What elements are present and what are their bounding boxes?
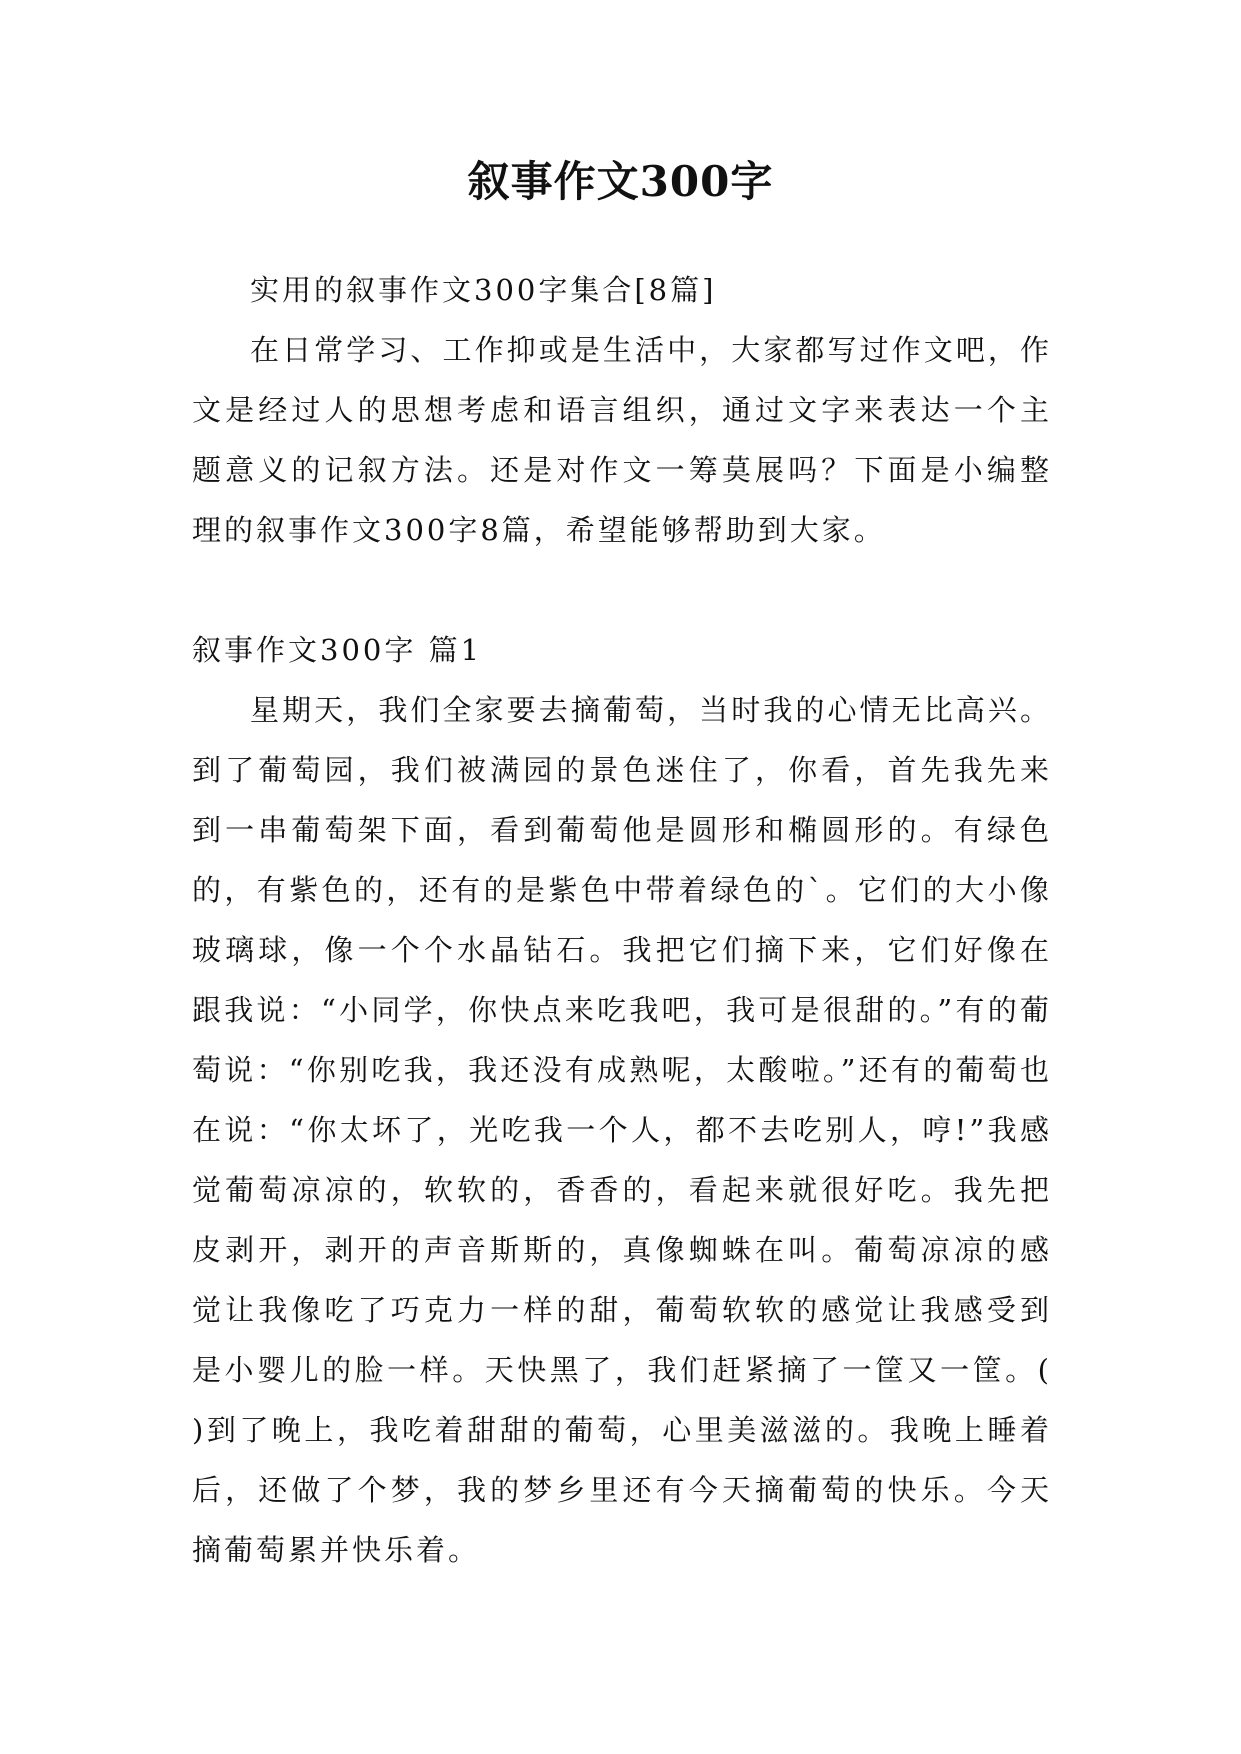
- document-subtitle: 实用的叙事作文300字集合[8篇]: [250, 273, 717, 307]
- section-body-paragraph: 星期天，我们全家要去摘葡萄，当时我的心情无比高兴。到了葡萄园，我们被满园的景色迷住了，你看，首先我先来到一串葡萄架下面，看到葡萄他是圆形和椭圆形的。有绿色的，有紫色的，还有的是紫色中带着绿色的`。它们的大小像玻璃球，像一个个水晶钻石。我把它们摘下来，它们好像在跟我说：“小同学，你快点来吃我吧，我可是很甜的。”有的葡萄说：“你别吃我，我还没有成熟呢，太酸啦。”还有的葡萄也在说：“你太坏了，光吃我一个人，都不去吃别人，哼!”我感觉葡萄凉凉的，软软的，香香的，看起来就很好吃。我先把皮剥开，剥开的声音斯斯的，真像蜘蛛在叫。葡萄凉凉的感觉让我像吃了巧克力一样的甜，葡萄软软的感觉让我感受到是小婴儿的脸一样。天快黑了，我们赶紧摘了一筐又一筐。( )到了晚上，我吃着甜甜的葡萄，心里美滋滋的。我晚上睡着后，还做了个梦，我的梦乡里还有今天摘葡萄的快乐。今天摘葡萄累并快乐着。: [192, 693, 1052, 1567]
- document-content: [192, 260, 1052, 1580]
- intro-paragraph: 在日常学习、工作抑或是生活中，大家都写过作文吧，作文是经过人的思想考虑和语言组织，通过文字来表达一个主题意义的记叙方法。还是对作文一筹莫展吗？下面是小编整理的叙事作文300字8篇，希望能够帮助到大家。: [192, 333, 1052, 547]
- section-heading: 叙事作文300字 篇1: [192, 633, 483, 667]
- document-title: 叙事作文300字: [467, 157, 774, 206]
- paragraph-spacer: [192, 560, 1052, 620]
